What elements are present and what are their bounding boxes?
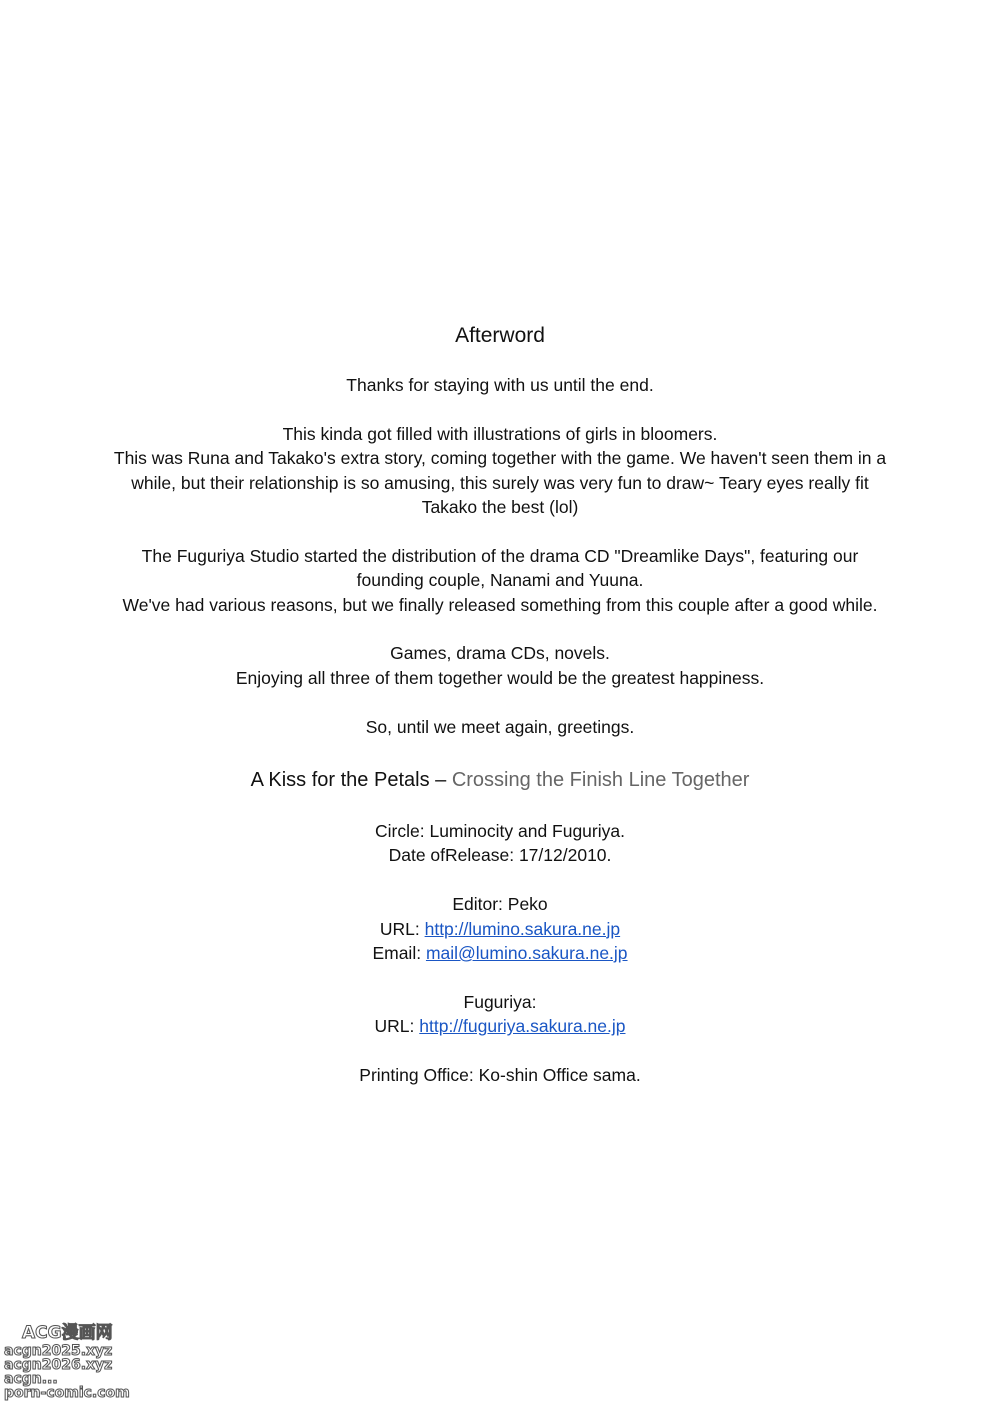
editor-email-link[interactable]: mail@lumino.sakura.ne.jp: [425, 943, 628, 964]
paragraph-line: Enjoying all three of them together would be the greatest happiness.: [235, 667, 765, 688]
credits-circle: [110, 819, 890, 868]
watermark-line: acgn...: [4, 1371, 58, 1387]
page-title: Afterword: [455, 324, 545, 347]
paragraph-line: So, until we meet again, greetings.: [365, 716, 635, 737]
paragraph-line: This kinda got filled with illustrations of girls in bloomers.: [282, 423, 718, 444]
work-title-main: A Kiss for the Petals: [250, 769, 430, 792]
paragraph-line: We've had various reasons, but we finally released something from this couple after a good while.: [122, 594, 878, 615]
paragraph-line: Thanks for staying with us until the end.: [346, 375, 654, 395]
editor-url-line: [110, 917, 890, 941]
editor-url-link[interactable]: http://lumino.sakura.ne.jp: [424, 918, 621, 939]
fuguriya-line: Fuguriya:: [463, 991, 537, 1012]
watermark-line: ACG漫画网: [22, 1323, 113, 1343]
paragraph-drama-cd: [110, 544, 890, 617]
editor-email-line: [110, 941, 890, 965]
credits-editor: [110, 892, 890, 965]
paragraph-greetings: [110, 715, 890, 739]
watermark-line: porn-comic.com: [4, 1385, 130, 1401]
watermark-line: acgn2025.xyz: [4, 1343, 113, 1359]
fuguriya-url-label: URL:: [374, 1016, 420, 1037]
credits-printing: [110, 1063, 890, 1087]
fuguriya-url-line: [110, 1014, 890, 1038]
fuguriya-url-link[interactable]: http://fuguriya.sakura.ne.jp: [419, 1016, 626, 1037]
work-title-sub: Crossing the Finish Line Together: [451, 769, 750, 792]
paragraph-bloomers: [110, 422, 890, 520]
paragraph-thanks: [110, 373, 890, 397]
paragraph-line: Games, drama CDs, novels.: [390, 643, 610, 664]
work-title: [110, 767, 890, 793]
credits-fuguriya: [110, 990, 890, 1039]
release-date-line: Date ofRelease: 17/12/2010.: [388, 845, 612, 866]
circle-line: Circle: Luminocity and Fuguriya.: [375, 821, 625, 842]
paragraph-line: The Fuguriya Studio started the distribution of the drama CD "Dreamlike Days", featuring our founding couple, Nanami and Yuuna.: [141, 545, 859, 591]
editor-url-label: URL:: [379, 918, 425, 939]
work-title-dash: –: [429, 769, 452, 792]
site-watermark: [4, 1322, 144, 1400]
watermark-line: acgn2026.xyz: [4, 1357, 113, 1373]
afterword-content: [110, 322, 890, 1112]
paragraph-line: This was Runa and Takako's extra story, coming together with the game. We haven't seen them in a while, but their relationship is so amusing, this surely was very fun to draw~ Teary eyes really fit Takako the best (lol): [113, 448, 887, 518]
paragraph-games: [110, 641, 890, 690]
editor-line: Editor: Peko: [452, 894, 548, 915]
printing-line: Printing Office: Ko-shin Office sama.: [359, 1065, 641, 1086]
editor-email-label: Email:: [372, 943, 426, 964]
